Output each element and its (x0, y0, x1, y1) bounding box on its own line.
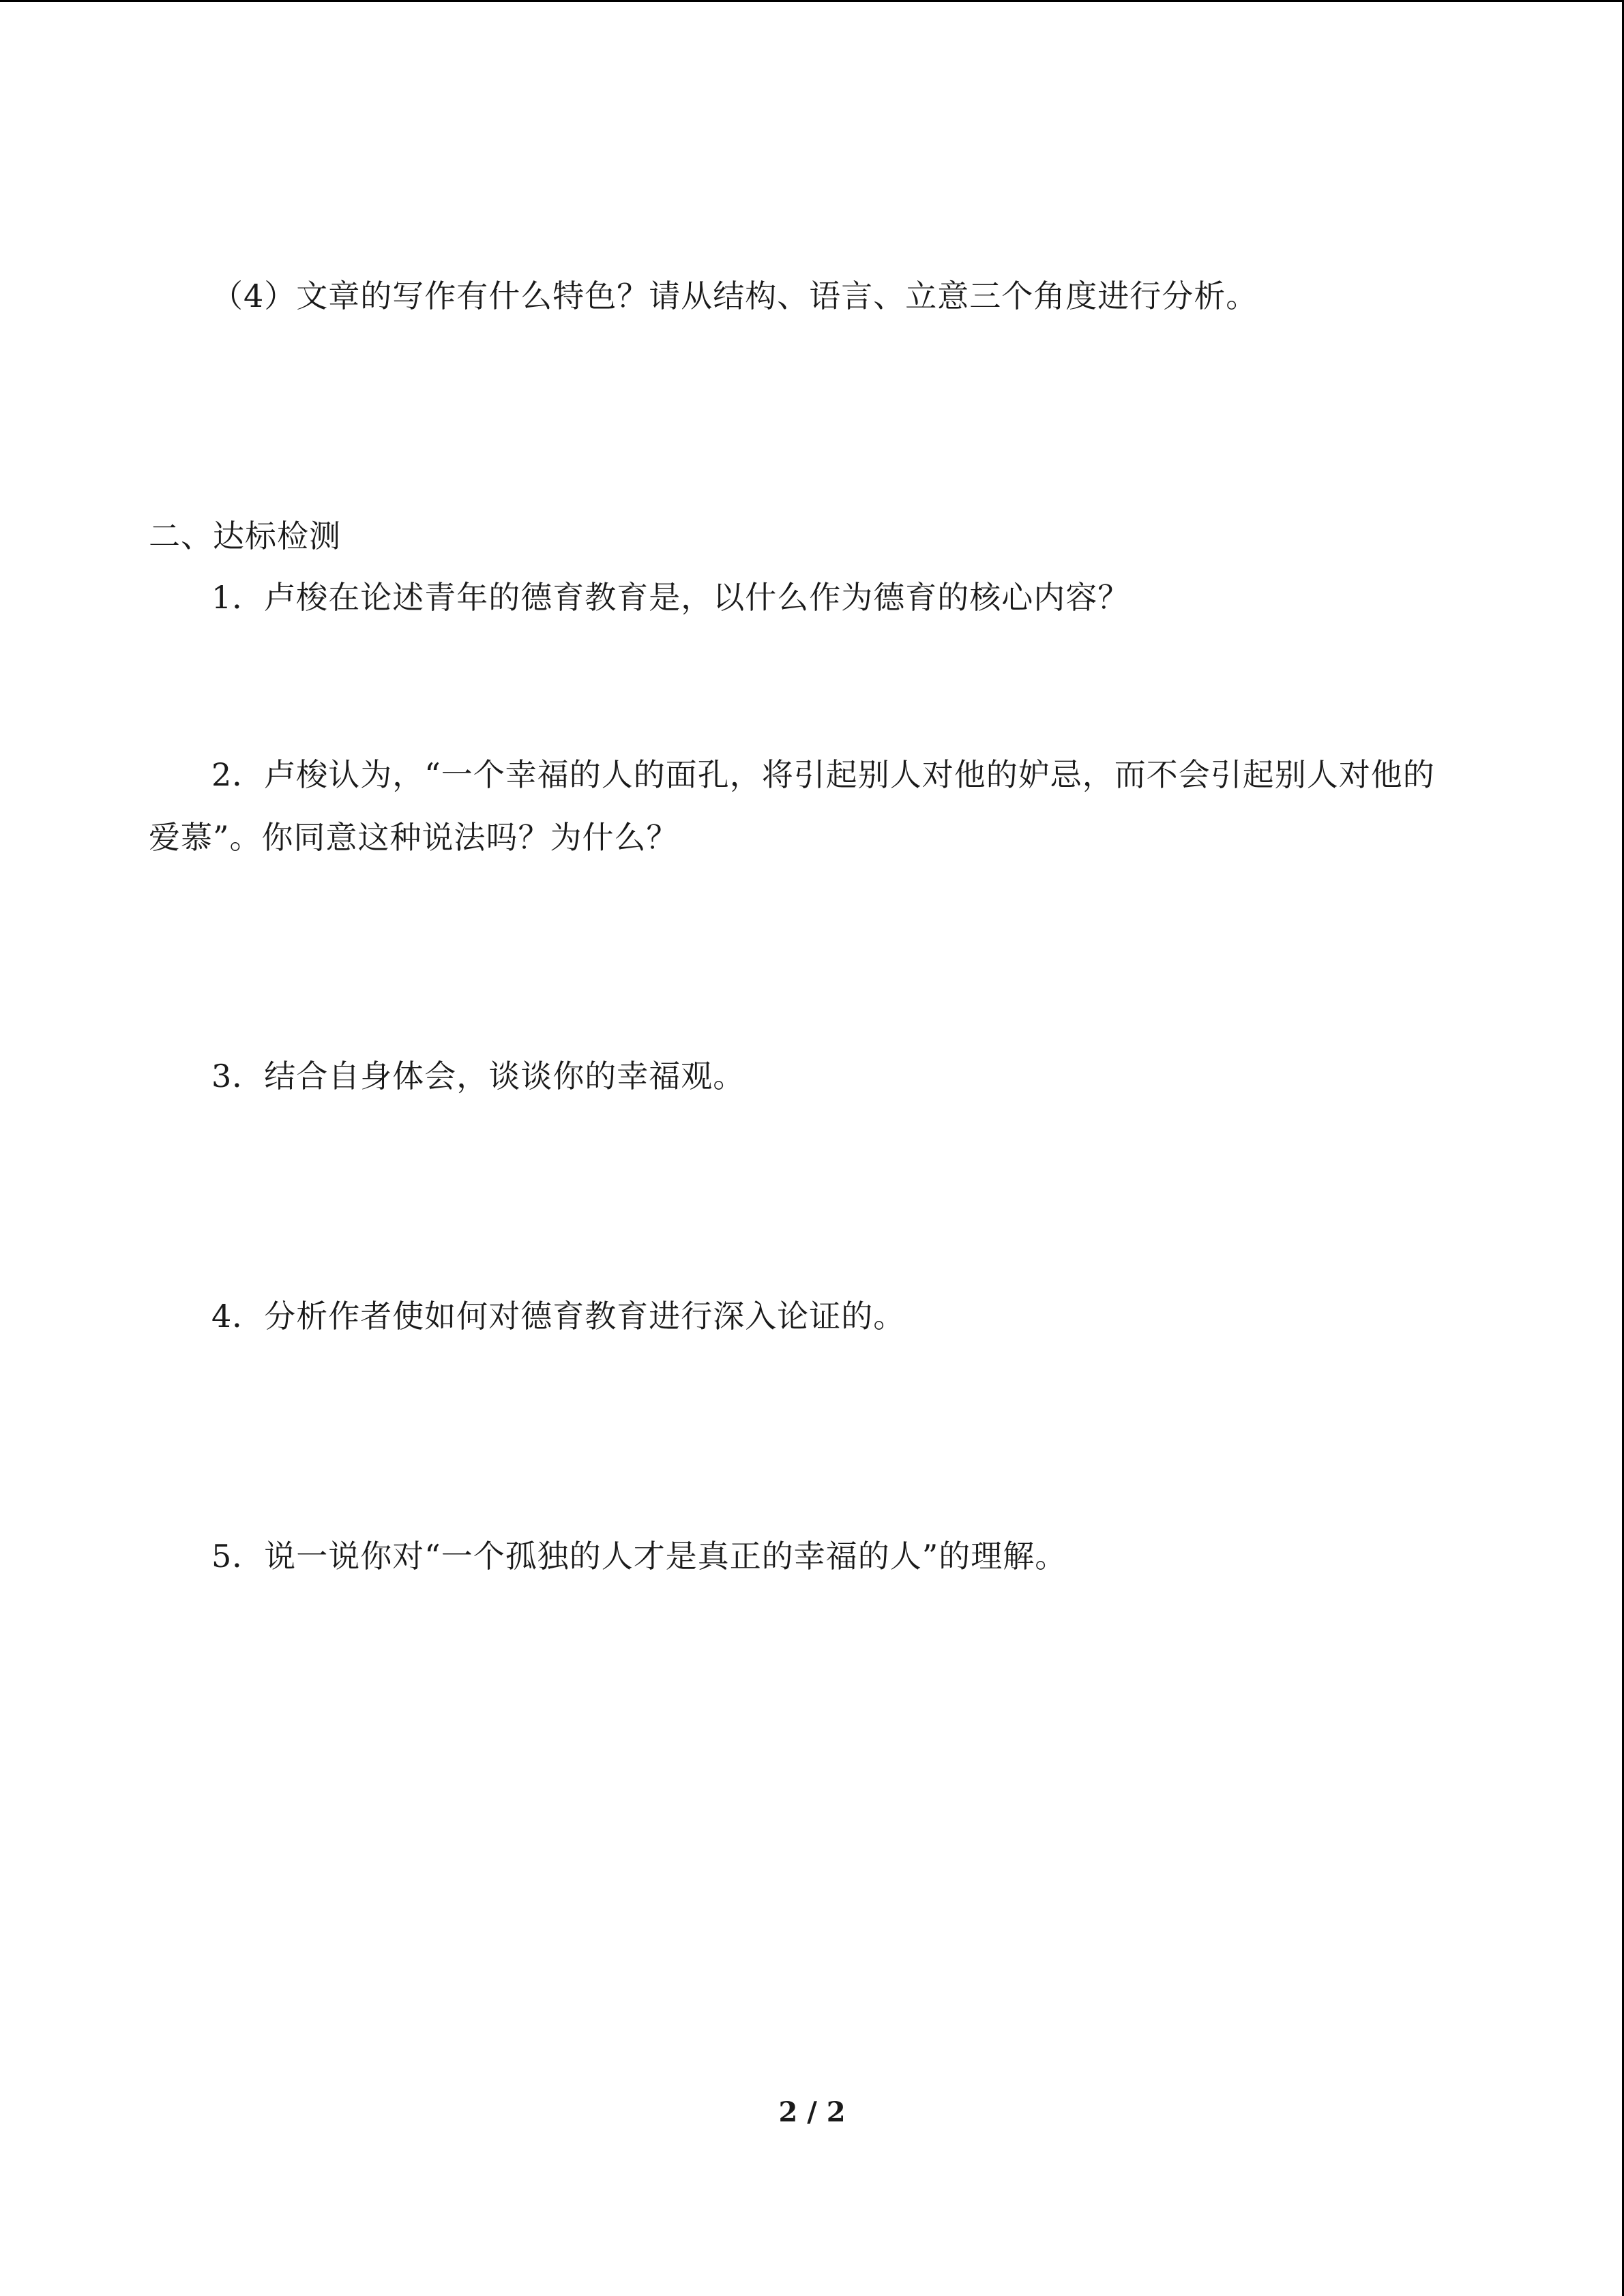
question-4: 4．分析作者使如何对德育教育进行深入论证的。 (211, 1298, 906, 1335)
page-top-border (0, 0, 1624, 2)
question-3: 3．结合自身体会，谈谈你的幸福观。 (211, 1058, 745, 1094)
question-1: 1．卢梭在论述青年的德育教育是，以什么作为德育的核心内容？ (211, 579, 1130, 616)
page-number: 2 / 2 (778, 2096, 846, 2128)
question-2-line-2: 爱慕”。你同意这种说法吗？为什么？ (149, 819, 679, 856)
section-heading: 二、达标检测 (149, 518, 341, 554)
question-2-line-1: 2．卢梭认为，“一个幸福的人的面孔，将引起别人对他的妒忌，而不会引起别人对他的 (211, 756, 1435, 793)
question-5: 5．说一说你对“一个孤独的人才是真正的幸福的人”的理解。 (211, 1538, 1067, 1575)
question-4-prompt: （4）文章的写作有什么特色？请从结构、语言、立意三个角度进行分析。 (211, 278, 1258, 314)
